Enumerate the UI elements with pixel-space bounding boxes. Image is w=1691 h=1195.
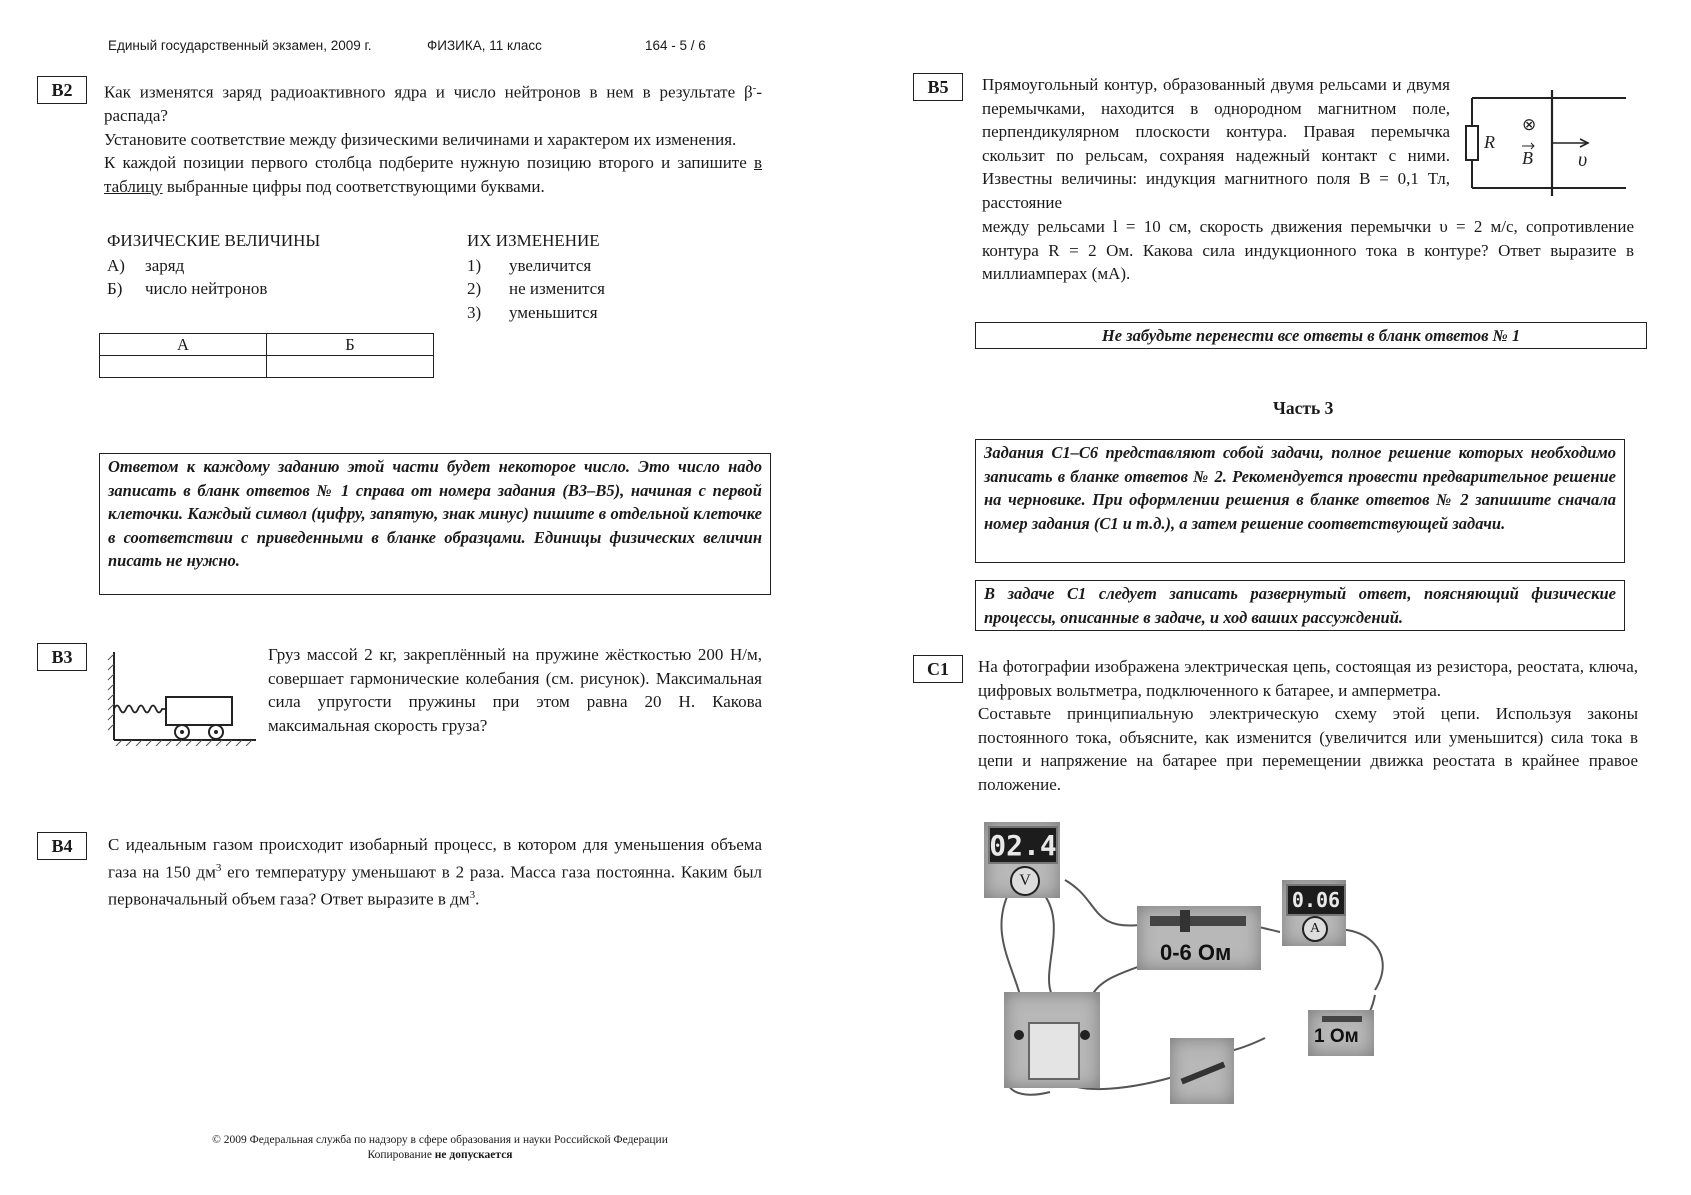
- b2-right-item: 3) уменьшится: [467, 302, 598, 322]
- header-page: 164 - 5 / 6: [645, 38, 706, 53]
- answer-cell-a[interactable]: [100, 356, 267, 378]
- spring-cart-figure: [106, 650, 258, 746]
- answer-header-a: А: [100, 334, 267, 356]
- fig-label-B: B: [1522, 148, 1533, 168]
- b2-paragraph-2: Установите соответствие между физическими величинами и характером их изменения.: [104, 129, 737, 149]
- instruction-box-part3: Задания С1–С6 представляют собой задачи, полное решение которых необходимо записать в бланке ответов № 2. Рекомендуется провести предварительное решение на черновике. При оформлении решения в бланке ответов № 2 запишите сначала номер задания (С1 и т.д.), а затем решение соответствующей задачи.: [975, 439, 1625, 563]
- b2-right-item: 1) увеличится: [467, 255, 592, 275]
- task-label-b5: B5: [913, 73, 963, 101]
- b4-text: С идеальным газом происходит изобарный процесс, в котором для уменьшения объема газа на 150 $дм^3$ его температуру уменьшают в 2 раза. Масса газа постоянна. Каким был первоначальный объем газа? Ответ выразите в $дм^3$.: [108, 835, 762, 909]
- b2-left-column: [107, 229, 320, 301]
- task-label-b4: B4: [37, 832, 87, 860]
- spring: [114, 706, 166, 713]
- ammeter-display: 0.06: [1286, 884, 1346, 916]
- task-label-b2: B2: [37, 76, 87, 104]
- answer-cell-b[interactable]: [267, 356, 434, 378]
- b3-text: Груз массой 2 кг, закреплённый на пружине жёсткостью 200 Н/м, совершает гармонические колебания (см. рисунок). Максимальная сила упругости пружины при этом равна 20 Н. Какова максимальная скорость груза?: [268, 645, 762, 735]
- fig-label-R: R: [1484, 132, 1495, 152]
- footer-line-1: © 2009 Федеральная служба по надзору в сфере образования и науки Российской Федерации: [212, 1134, 668, 1146]
- b2-left-item: Б) число нейтронов: [107, 279, 268, 298]
- b2-right-column: [467, 229, 605, 324]
- resistor-label: 1 Ом: [1314, 1026, 1359, 1047]
- rheostat-slider: [1180, 910, 1190, 932]
- answer-header-b: Б: [267, 334, 434, 356]
- battery-terminal-right: [1080, 1030, 1090, 1040]
- part3-heading: Часть 3: [1273, 398, 1334, 418]
- c1-paragraph-2: Составьте принципиальную электрическую схему этой цепи. Используя законы постоянного тока, объясните, как изменится (увеличится или уменьшится) сила тока в цепи и напряжение на батарее при перемещении движка реостата в крайнее правое положение.: [978, 704, 1638, 794]
- rheostat-body: [1150, 916, 1246, 926]
- c1-text: [978, 655, 1638, 796]
- battery-terminal-left: [1014, 1030, 1024, 1040]
- voltmeter-symbol: V: [1010, 866, 1040, 896]
- header-exam: Единый государственный экзамен, 2009 г.: [108, 38, 372, 53]
- b2-right-heading: ИХ ИЗМЕНЕНИЕ: [467, 231, 600, 250]
- circuit-photo: [980, 820, 1420, 1110]
- b5-text-bottom: между рельсами l = 10 см, скорость движения перемычки υ = 2 м/с, сопротивление контура R = 2 Ом. Какова сила индукционного тока в контуре? Ответ выразите в миллиамперах (мА).: [982, 217, 1634, 283]
- reminder-box: Не забудьте перенести все ответы в бланк ответов № 1: [975, 322, 1647, 349]
- b2-left-heading: ФИЗИЧЕСКИЕ ВЕЛИЧИНЫ: [107, 231, 321, 250]
- task-label-c1: C1: [913, 655, 963, 683]
- b2-right-item: 2) не изменится: [467, 279, 605, 298]
- b2-answer-table: [99, 333, 434, 378]
- resistor-body: [1322, 1016, 1362, 1022]
- rheostat-label: 0-6 Ом: [1160, 940, 1232, 965]
- battery-body: [1028, 1022, 1080, 1080]
- cart-body: [166, 697, 232, 725]
- instruction-box-part2: Ответом к каждому заданию этой части будет некоторое число. Это число надо записать в бланк ответов № 1 справа от номера задания (В3–В5), начиная с первой клеточки. Каждый символ (цифру, запятую, знак минус) пишите в отдельной клеточке в соответствии с приведенными в бланке образцами. Единицы физических величин писать не нужно.: [99, 453, 771, 595]
- footer-line-2: Копирование не допускается: [367, 1149, 513, 1161]
- fig-label-v: υ: [1578, 149, 1588, 171]
- voltmeter-display: 02.4: [988, 826, 1058, 864]
- task-label-b3: B3: [37, 643, 87, 671]
- b2-paragraph-1: Как изменятся заряд радиоактивного ядра и число нейтронов в нем в результате β--распада?: [104, 82, 762, 126]
- b2-text: [104, 77, 762, 198]
- c1-paragraph-1: На фотографии изображена электрическая цепь, состоящая из резистора, реостата, ключа, цифровых вольтметра, подключенного к батарее, и амперметра.: [978, 657, 1638, 700]
- ammeter-symbol: A: [1302, 916, 1328, 942]
- fig-label-cross: ⊗: [1522, 115, 1537, 135]
- instruction-box-c1: В задаче С1 следует записать развернутый ответ, поясняющий физические процессы, описанные в задаче, и ход ваших рассуждений.: [975, 580, 1625, 631]
- copyright-footer: [140, 1133, 740, 1163]
- b2-paragraph-3: К каждой позиции первого столбца подберите нужную позицию второго и запишите в таблицу выбранные цифры под соответствующими буквами.: [104, 153, 762, 196]
- b2-left-item: А) заряд: [107, 255, 185, 275]
- b5-circuit-figure: [1462, 88, 1630, 200]
- b5-text-top: Прямоугольный контур, образованный двумя рельсами и двумя перемычками, находится в однородном магнитном поле, перпендикулярном плоскости контура. Правая перемычка скользит по рельсам, сохраняя надежный контакт с ними. Известны величины: индукция магнитного поля B = 0,1 Тл, расстояние: [982, 75, 1450, 212]
- resistor-symbol: [1466, 126, 1478, 160]
- header-subject: ФИЗИКА, 11 класс: [427, 38, 542, 53]
